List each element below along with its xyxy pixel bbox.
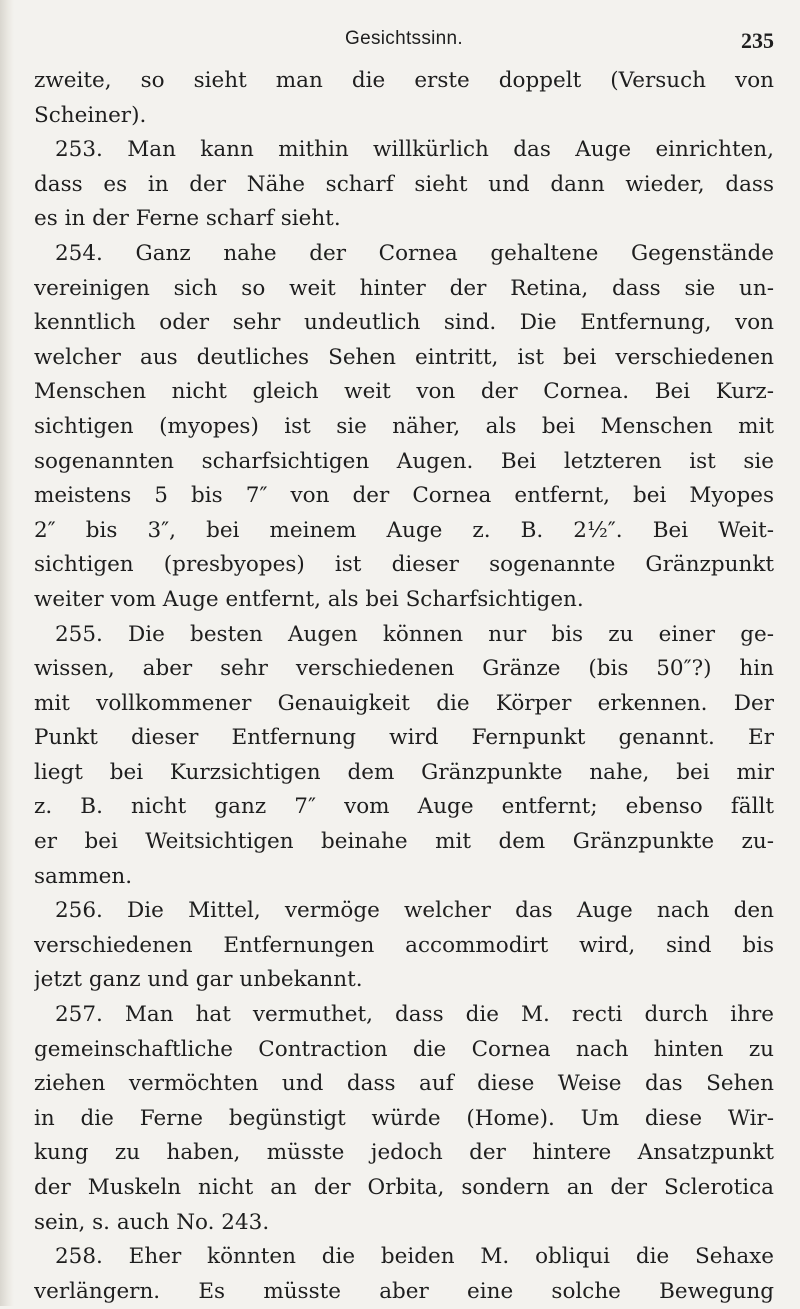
text-line: der Muskeln nicht an der Orbita, sondern an der Sclerotica xyxy=(34,1175,774,1200)
text-line: z. B. nicht ganz 7″ vom Auge entfernt; ebenso fällt xyxy=(34,794,774,820)
text-line: sichtigen (myopes) ist sie näher, als bei Menschen mit xyxy=(34,413,774,439)
text-line: jetzt ganz und gar unbekannt. xyxy=(34,967,363,993)
text-line: meistens 5 bis 7″ von der Cornea entfernt, bei Myopes xyxy=(34,483,774,509)
text-line: in die Ferne begünstigt würde (Home). Um diese Wir- xyxy=(34,1105,774,1131)
running-head-title: Gesichtssinn. xyxy=(345,28,463,49)
text-line: mit vollkommener Genauigkeit die Körper erkennen. Der xyxy=(34,690,774,716)
running-head xyxy=(34,28,774,64)
text-line: 253. Man kann mithin willkürlich das Auge einrichten, xyxy=(55,137,774,163)
text-line: liegt bei Kurzsichtigen dem Gränzpunkte nahe, bei mir xyxy=(34,759,774,785)
text-line: welcher aus deutliches Sehen eintritt, ist bei verschiedenen xyxy=(34,344,774,370)
text-line: weiter vom Auge entfernt, als bei Scharfsichtigen. xyxy=(34,586,584,612)
text-line: kung zu haben, müsste jedoch der hintere Ansatzpunkt xyxy=(34,1140,774,1166)
text-line: vereinigen sich so weit hinter der Retina, dass sie un- xyxy=(34,275,774,301)
text-line: sichtigen (presbyopes) ist dieser sogenannte Gränzpunkt xyxy=(34,552,774,578)
text-line: 256. Die Mittel, vermöge welcher das Auge nach den xyxy=(55,898,774,924)
text-line: er bei Weitsichtigen beinahe mit dem Gränzpunkte zu- xyxy=(34,829,774,855)
text-line: kenntlich oder sehr undeutlich sind. Die Entfernung, von xyxy=(34,310,774,336)
text-line: 258. Eher könnten die beiden M. obliqui die Sehaxe xyxy=(55,1244,774,1270)
book-page xyxy=(34,28,774,1304)
text-line: Punkt dieser Entfernung wird Fernpunkt genannt. Er xyxy=(34,725,774,751)
text-line: 2″ bis 3″, bei meinem Auge z. B. 2½″. Bei Weit- xyxy=(34,517,774,543)
text-line: ziehen vermöchten und dass auf diese Weise das Sehen xyxy=(34,1071,774,1097)
text-line: 257. Man hat vermuthet, dass die M. recti durch ihre xyxy=(55,1002,774,1028)
text-line: es in der Ferne scharf sieht. xyxy=(34,206,341,232)
text-line: wissen, aber sehr verschiedenen Gränze (bis 50″?) hin xyxy=(34,656,774,682)
text-line: zweite, so sieht man die erste doppelt (Versuch von xyxy=(34,68,774,93)
page-number: 235 xyxy=(741,28,774,53)
text-line: sein, s. auch No. 243. xyxy=(34,1209,270,1235)
text-line: gemeinschaftliche Contraction die Cornea nach hinten zu xyxy=(34,1036,774,1062)
text-line: verschiedenen Entfernungen accommodirt wird, sind bis xyxy=(34,932,774,958)
text-line: dass es in der Nähe scharf sieht und dann wieder, dass xyxy=(34,171,774,197)
text-line: 254. Ganz nahe der Cornea gehaltene Gegenstände xyxy=(55,240,774,266)
page-gutter-shadow xyxy=(0,0,14,1306)
body-text xyxy=(34,64,774,1309)
text-line: 255. Die besten Augen können nur bis zu einer ge- xyxy=(55,621,774,647)
text-line: Scheiner). xyxy=(34,102,147,128)
text-line: Menschen nicht gleich weit von der Cornea. Bei Kurz- xyxy=(34,379,774,405)
text-line: sogenannten scharfsichtigen Augen. Bei letzteren ist sie xyxy=(34,448,774,474)
text-line: sammen. xyxy=(34,863,133,889)
text-line: verlängern. Es müsste aber eine solche Bewegung xyxy=(34,1278,774,1304)
